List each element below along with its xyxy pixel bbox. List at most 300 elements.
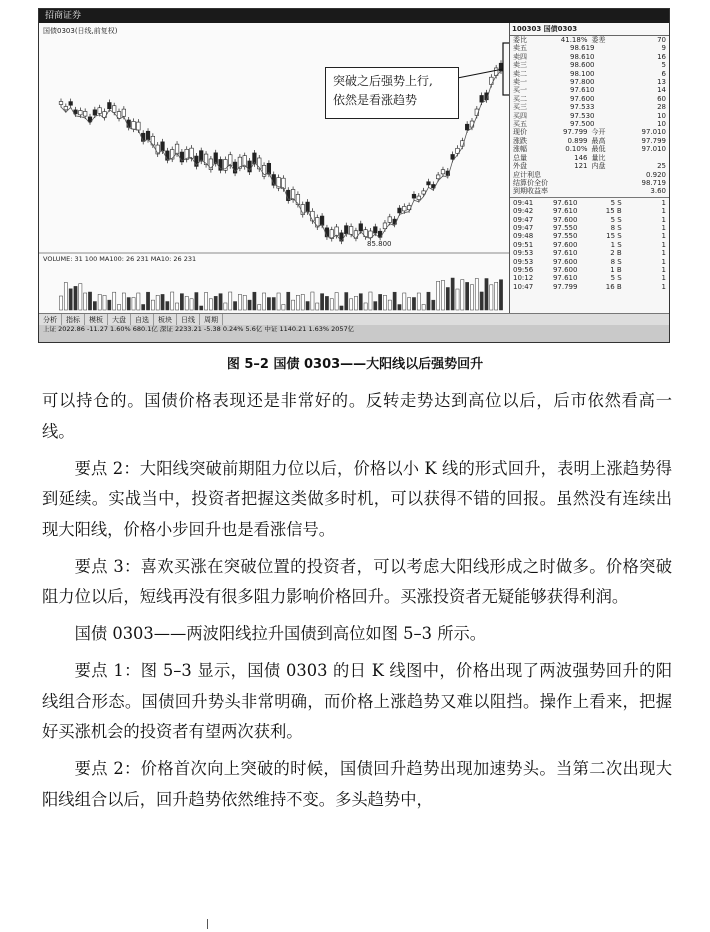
tick-cell: 2 B <box>610 249 622 258</box>
paragraph: 要点 2：价格首次向上突破的时候，国债回升趋势出现加速势头。当第二次出现大阳线组合以后，回升趋势依然维持不变。多头趋势中， <box>42 759 672 809</box>
volume-bar <box>398 305 401 310</box>
quote-cell: 10 <box>657 111 666 120</box>
candle-body <box>122 109 126 116</box>
tick-cell: 10:12 <box>513 274 534 283</box>
quote-cell: 买四 <box>513 111 527 120</box>
candle-body <box>291 189 295 199</box>
volume-bar <box>79 284 82 310</box>
volume-bar <box>209 299 212 310</box>
quote-row <box>510 120 669 128</box>
tick-cell: 97.799 <box>552 282 578 291</box>
volume-bar <box>214 296 217 310</box>
volume-bar <box>219 294 222 310</box>
tick-row <box>510 207 669 215</box>
volume-bar <box>103 295 106 310</box>
quote-cell: 97.500 <box>570 120 595 129</box>
volume-bar <box>113 292 116 310</box>
quote-cell: 卖一 <box>513 78 527 87</box>
quote-rows <box>510 36 669 196</box>
quote-header: 100303 国债0303 <box>510 23 669 36</box>
tick-cell: 09:51 <box>513 240 534 249</box>
quote-cell: 16 <box>657 52 666 61</box>
candle-body <box>427 182 431 185</box>
quote-row <box>510 187 669 195</box>
quote-cell: 121 <box>574 162 588 171</box>
quote-cell: 到期收益率 <box>513 187 548 196</box>
volume-bar <box>408 298 411 310</box>
volume-bar <box>132 298 135 310</box>
quote-cell: 委差 <box>591 36 606 44</box>
quote-cell: 98.719 <box>641 178 666 187</box>
tick-cell: 15 B <box>605 207 622 216</box>
candle-body <box>79 111 83 115</box>
candle-body <box>388 217 392 222</box>
quote-cell: 10 <box>657 120 666 129</box>
page-mark <box>207 919 208 929</box>
volume-bar <box>74 286 77 310</box>
volume-bar <box>495 282 498 310</box>
tick-cell: 97.610 <box>552 249 578 258</box>
quote-cell: 97.010 <box>641 145 666 154</box>
candle-body <box>69 102 73 106</box>
quote-cell: 卖四 <box>513 52 527 61</box>
tick-cell: 1 <box>661 207 666 216</box>
candle-body <box>359 224 363 231</box>
quote-cell: 0.899 <box>567 136 588 145</box>
volume-bar <box>127 298 130 310</box>
chart-tab[interactable]: 大盘 <box>108 314 131 326</box>
candle-body <box>112 106 116 113</box>
quote-row <box>510 70 669 78</box>
volume-label: VOLUME: 31 100 MA100: 26 231 MA10: 26 231 <box>43 255 197 263</box>
volume-bar <box>122 293 125 310</box>
stock-chart-figure <box>38 8 670 343</box>
quote-row <box>510 61 669 69</box>
volume-bar <box>137 293 140 310</box>
candle-body <box>127 120 131 127</box>
volume-bar <box>446 287 449 310</box>
tick-cell: 97.550 <box>552 223 578 232</box>
volume-bar <box>224 303 227 310</box>
volume-bar <box>190 299 193 310</box>
volume-bar <box>364 303 367 310</box>
tick-cell: 5 S <box>610 215 622 224</box>
volume-bar <box>393 292 396 310</box>
volume-bar <box>340 306 343 310</box>
quote-cell: 6 <box>661 69 666 78</box>
candle-body <box>190 148 194 158</box>
volume-bar <box>320 294 323 310</box>
volume-bar <box>383 295 386 310</box>
quote-row <box>510 103 669 111</box>
highlight-box <box>503 43 509 95</box>
tick-cell: 1 <box>661 265 666 274</box>
tick-cell: 5 S <box>610 198 622 207</box>
volume-bar <box>485 279 488 310</box>
volume-bar <box>64 283 67 310</box>
quote-cell: 涨幅 <box>513 145 527 154</box>
quote-row <box>510 78 669 86</box>
tick-cell: 1 S <box>610 240 622 249</box>
volume-bar <box>296 295 299 310</box>
chart-annotation <box>325 67 459 119</box>
quote-cell: 买五 <box>513 120 527 129</box>
tick-cell: 1 <box>661 274 666 283</box>
volume-bar <box>403 293 406 310</box>
quote-cell: 41.18% <box>560 36 588 44</box>
volume-bar <box>185 296 188 310</box>
tick-cell: 97.610 <box>552 274 578 283</box>
tick-cell: 1 <box>661 215 666 224</box>
volume-bar <box>422 304 425 310</box>
tick-cell: 09:47 <box>513 223 534 232</box>
quote-panel <box>510 23 669 313</box>
volume-bar <box>345 293 348 310</box>
tick-cell: 8 S <box>610 223 622 232</box>
tick-cell: 09:47 <box>513 215 534 224</box>
quote-cell: 98.100 <box>570 69 595 78</box>
quote-cell: 97.600 <box>570 94 595 103</box>
tick-row <box>510 232 669 240</box>
candle-body <box>417 196 421 200</box>
tick-cell: 1 <box>661 257 666 266</box>
tick-cell: 1 <box>661 232 666 241</box>
volume-bar <box>171 292 174 310</box>
tick-cell: 10:47 <box>513 282 534 291</box>
volume-bar <box>475 279 478 310</box>
volume-bar <box>258 305 261 310</box>
quote-cell: 5 <box>661 61 666 70</box>
quote-cell: 146 <box>574 153 588 162</box>
volume-bar <box>437 281 440 310</box>
candle-body <box>83 111 87 116</box>
candle-body <box>64 107 68 110</box>
tick-rows <box>510 199 669 291</box>
volume-bar <box>287 292 290 310</box>
volume-bar <box>432 300 435 310</box>
quote-cell: 内盘 <box>591 162 606 171</box>
quote-row <box>510 44 669 52</box>
volume-bar <box>451 278 454 310</box>
tick-cell: 1 <box>661 282 666 291</box>
candle-body <box>306 202 310 212</box>
quote-cell: 买二 <box>513 94 527 103</box>
volume-bar <box>267 298 270 310</box>
volume-bar <box>233 302 236 310</box>
quote-cell: 卖三 <box>513 61 527 70</box>
tick-row <box>510 249 669 257</box>
tick-cell: 15 S <box>606 232 622 241</box>
quote-cell: 今开 <box>591 128 606 137</box>
tick-cell: 16 B <box>605 282 622 291</box>
chart-tab[interactable]: 日线 <box>177 314 200 326</box>
volume-bar <box>272 298 275 310</box>
quote-cell: 量比 <box>591 153 606 162</box>
quote-row <box>510 145 669 153</box>
volume-bar <box>156 295 159 310</box>
volume-bar <box>306 302 309 310</box>
volume-bar <box>456 289 459 310</box>
body-text <box>42 386 672 822</box>
candle-body <box>335 227 339 236</box>
candle-body <box>465 124 469 130</box>
volume-bar <box>470 285 473 310</box>
candle-body <box>373 227 377 233</box>
app-title: 招商证券 <box>45 11 82 21</box>
candle-body <box>441 170 445 174</box>
paragraph: 国债 0303——两波阳线拉升国债到高位如图 5–3 所示。 <box>74 624 487 643</box>
quote-cell: 最高 <box>591 136 606 145</box>
paragraph: 要点 2：大阳线突破前期阻力位以后，价格以小 K 线的形式回升，表明上涨趋势得到延续。实战当中，投资者把握这类做多时机，可以获得不错的回报。虽然没有连续出现大阳线，价格小步回升也是看涨信号。 <box>42 458 672 539</box>
quote-row <box>510 36 669 44</box>
volume-bar <box>311 292 314 310</box>
volume-bar <box>379 294 382 310</box>
tick-cell: 1 <box>661 240 666 249</box>
quote-cell: 97.799 <box>641 136 666 145</box>
quote-cell: 卖二 <box>513 69 527 78</box>
chart-title: 国债0303(日线,前复权) <box>43 27 118 35</box>
quote-row <box>510 112 669 120</box>
quote-cell: 28 <box>657 103 666 112</box>
candle-body <box>141 133 145 141</box>
volume-bar <box>59 296 62 310</box>
quote-cell: 13 <box>657 78 666 87</box>
candle-body <box>398 208 402 213</box>
volume-bar <box>117 304 120 310</box>
volume-bar <box>354 296 357 310</box>
volume-bar <box>335 293 338 310</box>
quote-cell: 70 <box>657 36 666 44</box>
quote-row <box>510 154 669 162</box>
chart-tab[interactable]: 分析 <box>39 314 62 326</box>
quote-cell: 97.533 <box>570 103 595 112</box>
quote-row <box>510 86 669 94</box>
quote-cell: 9 <box>661 44 666 53</box>
tick-row <box>510 224 669 232</box>
volume-bar <box>243 295 246 310</box>
volume-bar <box>359 294 362 310</box>
volume-bar <box>262 293 265 310</box>
quote-cell: 结算价全价 <box>513 178 548 187</box>
candle-body <box>93 110 97 115</box>
paragraph: 要点 1：图 5–3 显示，国债 0303 的日 K 线图中，价格出现了两波强势回升的阳线组合形态。国债回升势头非常明确，而价格上涨趋势又难以阻挡。操作上看来，把握好买涨机会的投资者有望两次获利。 <box>42 661 672 741</box>
candle-body <box>170 150 174 160</box>
tick-cell: 8 S <box>610 257 622 266</box>
volume-bar <box>142 304 145 310</box>
volume-bar <box>291 300 294 310</box>
volume-bar <box>301 294 304 310</box>
quote-cell: 涨跌 <box>513 136 527 145</box>
quote-cell: 98.619 <box>570 44 595 53</box>
volume-bar <box>93 302 96 310</box>
tick-cell: 97.550 <box>552 232 578 241</box>
volume-bars <box>59 278 502 310</box>
quote-row <box>510 128 669 136</box>
volume-bar <box>98 294 101 310</box>
quote-cell: 买一 <box>513 86 527 95</box>
tick-cell: 97.610 <box>552 198 578 207</box>
volume-bar <box>248 300 251 310</box>
tick-row <box>510 283 669 291</box>
volume-bar <box>441 280 444 310</box>
volume-bar <box>69 289 72 310</box>
volume-bar <box>350 299 353 310</box>
paragraph: 可以持仓的。国债价格表现还是非常好的。反转走势达到高位以后，后市依然看高一线。 <box>42 391 672 441</box>
volume-bar <box>204 293 207 310</box>
tick-cell: 97.600 <box>552 265 578 274</box>
volume-bar <box>195 293 198 310</box>
volume-bar <box>161 294 164 310</box>
volume-bar <box>417 293 420 310</box>
tick-cell: 97.610 <box>552 207 578 216</box>
volume-bar <box>330 299 333 310</box>
quote-cell: 97.800 <box>570 78 595 87</box>
quote-row <box>510 95 669 103</box>
volume-bar <box>151 300 154 310</box>
quote-cell: 应计利息 <box>513 170 541 179</box>
tick-cell: 09:48 <box>513 232 534 241</box>
volume-bar <box>388 300 391 310</box>
candle-body <box>320 216 324 225</box>
volume-bar <box>175 303 178 310</box>
volume-bar <box>200 306 203 310</box>
volume-bar <box>412 298 415 310</box>
volume-bar <box>480 292 483 310</box>
tick-cell: 1 B <box>610 265 622 274</box>
quote-cell: 97.610 <box>570 86 595 95</box>
tick-row <box>510 258 669 266</box>
tick-cell: 97.600 <box>552 257 578 266</box>
chart-tab[interactable]: 自选 <box>131 314 154 326</box>
volume-bar <box>277 293 280 310</box>
chart-tab[interactable]: 模板 <box>85 314 108 326</box>
tick-row <box>510 216 669 224</box>
quote-row <box>510 53 669 61</box>
volume-bar <box>238 294 241 310</box>
volume-bar <box>253 292 256 310</box>
volume-bar <box>369 292 372 310</box>
candle-body <box>108 103 112 109</box>
quote-cell: 买三 <box>513 103 527 112</box>
quote-cell: 卖五 <box>513 44 527 53</box>
volume-bar <box>166 302 169 310</box>
candle-body <box>480 95 484 102</box>
volume-bar <box>461 280 464 310</box>
tick-cell: 1 <box>661 223 666 232</box>
candle-body <box>59 102 63 105</box>
candle-body <box>490 77 494 84</box>
volume-bar <box>180 294 183 310</box>
volume-bar <box>466 282 469 310</box>
candle-body <box>349 226 353 234</box>
tick-row <box>510 199 669 207</box>
tick-cell: 97.600 <box>552 215 578 224</box>
quote-cell: 98.610 <box>570 52 595 61</box>
volume-bar <box>325 296 328 310</box>
candle-body <box>137 122 141 130</box>
tick-row <box>510 266 669 274</box>
tick-cell: 09:53 <box>513 249 534 258</box>
chart-tab[interactable]: 板块 <box>154 314 177 326</box>
quote-cell: 3.60 <box>650 187 666 196</box>
candle-body <box>451 154 455 159</box>
quote-cell <box>606 154 667 162</box>
quote-cell: 委比 <box>513 36 527 44</box>
tick-row <box>510 241 669 249</box>
quote-cell: 最低 <box>591 145 606 154</box>
candle-body <box>412 194 416 198</box>
quote-cell: 0.10% <box>565 145 588 154</box>
tick-cell: 1 <box>661 198 666 207</box>
quote-row <box>510 171 669 179</box>
volume-bar <box>374 302 377 310</box>
tick-cell: 1 <box>661 249 666 258</box>
quote-cell: 97.799 <box>563 128 588 137</box>
volume-bar <box>316 303 319 310</box>
volume-bar <box>499 280 502 310</box>
quote-cell: 外盘 <box>513 162 527 171</box>
volume-bar <box>427 292 430 310</box>
volume-bar <box>229 292 232 310</box>
tick-cell: 5 S <box>610 274 622 283</box>
tick-row <box>510 274 669 282</box>
candle-body <box>344 226 348 234</box>
quote-cell: 总量 <box>513 153 527 162</box>
volume-bar <box>108 300 111 310</box>
market-status-bar: 上证 2022.86 -11.27 1.60% 680.1亿 深证 2233.21 -5.38 0.24% 5.6亿 中证 1140.21 1.63% 2057亿 <box>39 325 669 342</box>
quote-cell: 0.920 <box>645 170 666 179</box>
quote-cell <box>548 179 605 187</box>
candle-body <box>161 142 165 151</box>
candle-body <box>436 175 440 179</box>
tick-cell: 09:42 <box>513 207 534 216</box>
quote-cell <box>548 187 605 195</box>
volume-bar <box>146 292 149 310</box>
quote-cell: 97.010 <box>641 128 666 137</box>
candle-body <box>132 121 136 129</box>
volume-bar <box>282 304 285 310</box>
candle-body <box>369 231 373 238</box>
window-titlebar <box>39 9 669 23</box>
candle-body <box>146 131 150 139</box>
volume-bar <box>490 285 493 310</box>
figure-caption: 图 5–2 国债 0303——大阳线以后强势回升 <box>226 357 484 372</box>
quote-cell: 97.530 <box>570 111 595 120</box>
quote-cell: 25 <box>657 162 666 171</box>
quote-row <box>510 137 669 145</box>
quote-cell: 60 <box>657 94 666 103</box>
quote-cell: 现价 <box>513 128 527 137</box>
quote-row <box>510 162 669 170</box>
tick-cell: 09:41 <box>513 198 534 207</box>
quote-cell <box>541 171 602 179</box>
chart-tab[interactable]: 周期 <box>200 314 223 326</box>
volume-bar <box>88 292 91 310</box>
tick-divider <box>510 197 669 198</box>
paragraph: 要点 3：喜欢买涨在突破位置的投资者，可以考虑大阳线形成之时做多。价格突破阻力位以后，短线再没有很多阻力影响价格回升。买涨投资者无疑能够获得利润。 <box>42 556 672 606</box>
chart-tab[interactable]: 指标 <box>62 314 85 326</box>
quote-cell: 98.600 <box>570 61 595 70</box>
candle-body <box>402 206 406 210</box>
volume-bar <box>84 293 87 310</box>
tick-cell: 97.600 <box>552 240 578 249</box>
tick-cell: 09:56 <box>513 265 534 274</box>
quote-cell: 14 <box>657 86 666 95</box>
low-price-label: 85.800 <box>367 240 392 248</box>
tick-cell: 09:53 <box>513 257 534 266</box>
annotation-line-2: 依然是看涨趋势 <box>333 93 418 107</box>
candle-body <box>98 108 102 114</box>
